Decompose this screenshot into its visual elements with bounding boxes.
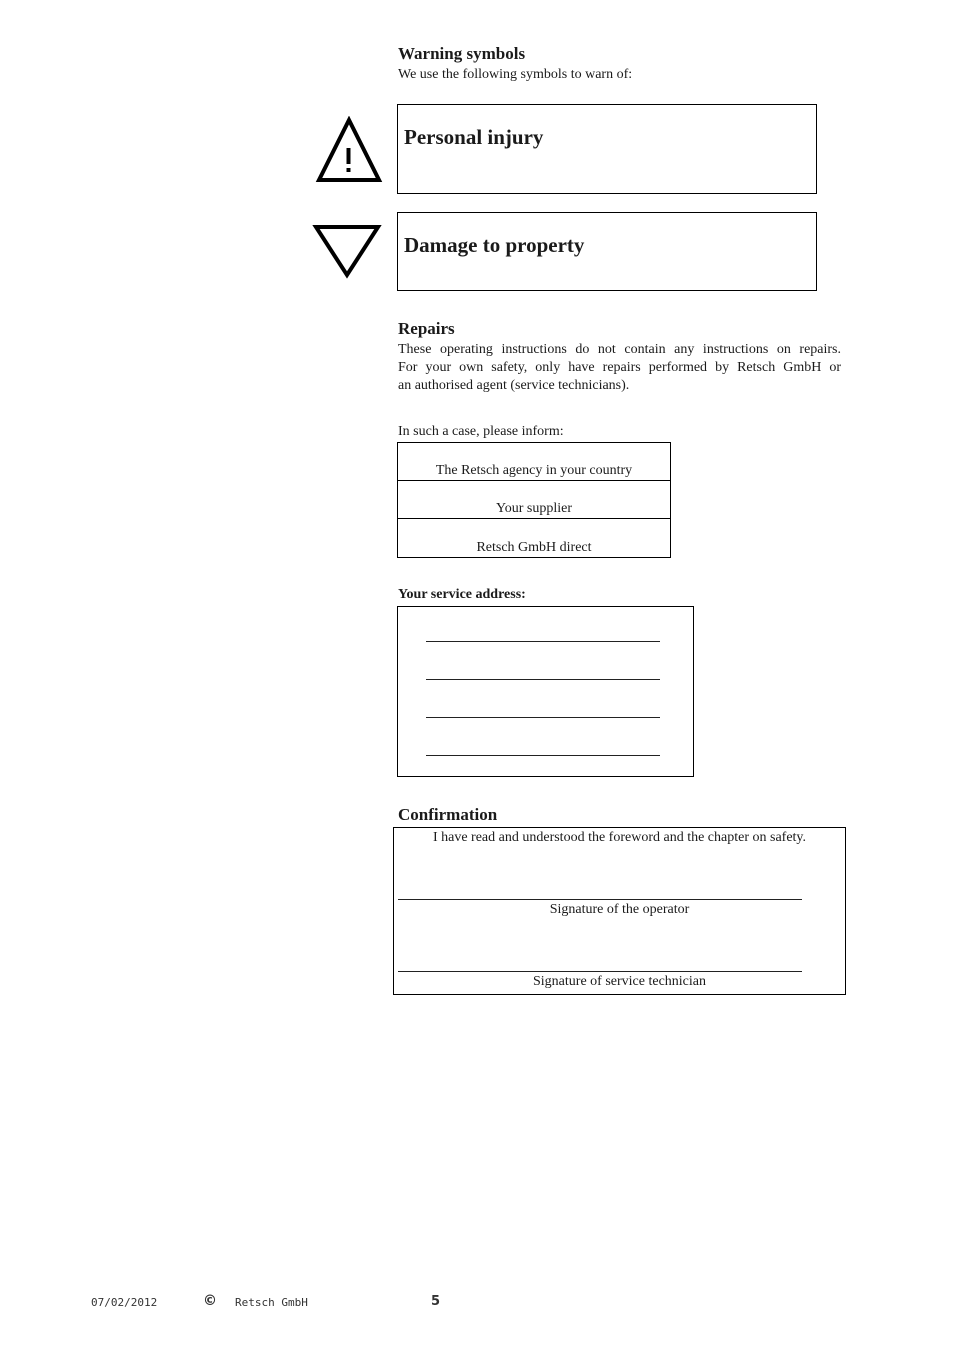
repairs-paragraph	[398, 341, 841, 395]
technician-signature-caption: Signature of service technician	[533, 974, 706, 989]
repairs-line: an authorised agent (service technicians).	[398, 378, 630, 393]
copyright-icon: ©	[203, 1293, 217, 1309]
inform-option: Your supplier	[398, 481, 670, 519]
inform-option: The Retsch agency in your country	[398, 443, 670, 481]
damage-to-property-box	[397, 212, 817, 291]
page-number: 5	[431, 1294, 441, 1309]
address-line[interactable]	[426, 755, 660, 756]
damage-to-property-label: Damage to property	[404, 233, 585, 257]
personal-injury-label: Personal injury	[404, 125, 544, 149]
repairs-line: These operating instructions do not contain any instructions on repairs.	[398, 342, 841, 357]
footer-date: 07/02/2012	[91, 1296, 158, 1309]
repairs-heading: Repairs	[398, 319, 455, 338]
technician-signature-line[interactable]	[398, 971, 802, 972]
address-line[interactable]	[426, 679, 660, 680]
service-address-label: Your service address:	[398, 587, 526, 602]
warning-symbols-intro: We use the following symbols to warn of:	[398, 67, 633, 82]
operator-signature-line[interactable]	[398, 899, 802, 900]
address-line[interactable]	[426, 641, 660, 642]
inform-label: In such a case, please inform:	[398, 424, 564, 439]
confirmation-statement: I have read and understood the foreword and the chapter on safety.	[432, 830, 807, 845]
personal-injury-box	[397, 104, 817, 194]
operator-signature-caption: Signature of the operator	[549, 902, 690, 917]
service-address-box	[397, 606, 694, 777]
warning-symbols-heading: Warning symbols	[398, 44, 526, 63]
inverted-triangle-icon	[312, 222, 384, 282]
inform-option: Retsch GmbH direct	[476, 540, 592, 555]
repairs-line: For your own safety, only have repairs performed by Retsch GmbH or	[398, 360, 841, 375]
warning-triangle-icon	[312, 116, 384, 184]
footer-company: Retsch GmbH	[235, 1296, 308, 1309]
inform-table	[397, 442, 671, 558]
confirmation-box	[393, 827, 846, 995]
confirmation-heading: Confirmation	[398, 805, 498, 824]
address-line[interactable]	[426, 717, 660, 718]
